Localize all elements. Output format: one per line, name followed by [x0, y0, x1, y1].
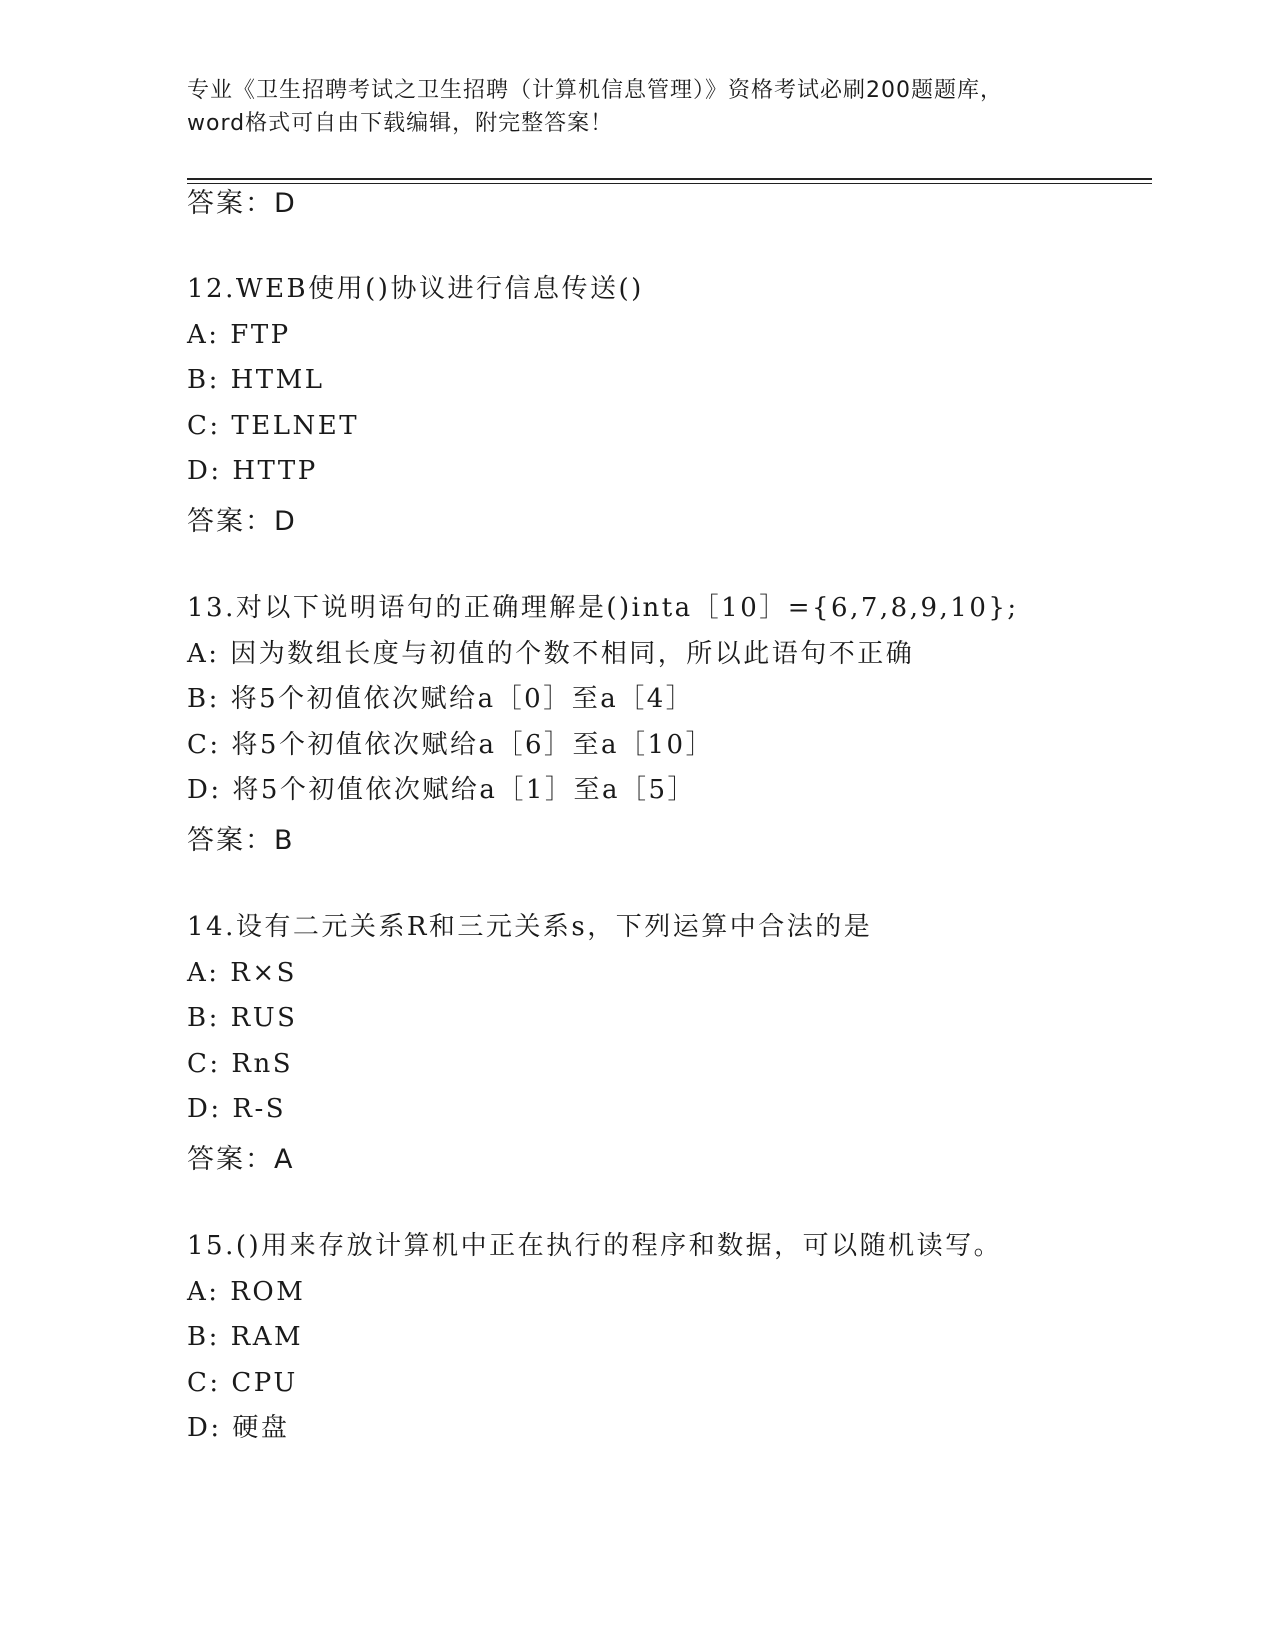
header-subtitle-line: word格式可自由下载编辑，附完整答案！	[187, 111, 614, 136]
question-text: 14.设有二元关系R和三元关系s，下列运算中合法的是	[187, 912, 873, 942]
option-a: A: ROM	[187, 1276, 306, 1307]
question-text: 15.()用来存放计算机中正在执行的程序和数据，可以随机读写。	[187, 1231, 1003, 1261]
option-a: A: FTP	[187, 319, 291, 350]
header-title-line: 专业《卫生招聘考试之卫生招聘（计算机信息管理）》资格考试必刷200题题库，	[187, 78, 1003, 103]
document-header	[187, 74, 1087, 140]
question-text: 12.WEB使用()协议进行信息传送()	[187, 274, 644, 304]
answer-label: 答案：	[187, 188, 274, 219]
option-c: C: 将5个初值依次赋给a［6］至a［10］	[187, 729, 715, 760]
question-text: 13.对以下说明语句的正确理解是()inta［10］={6,7,8,9,10};	[187, 593, 1019, 623]
option-c: C: CPU	[187, 1367, 298, 1398]
option-d: D: 硬盘	[187, 1413, 290, 1443]
answer-label: 答案：	[187, 1144, 274, 1175]
answer-12	[187, 505, 295, 539]
option-b: B: RAM	[187, 1322, 304, 1352]
option-a: A: 因为数组长度与初值的个数不相同，所以此语句不正确	[187, 638, 915, 669]
question-12	[187, 267, 644, 495]
answer-11	[187, 187, 295, 221]
option-b: B: RUS	[187, 1003, 298, 1033]
question-13	[187, 586, 1019, 814]
option-d: D: R-S	[187, 1094, 287, 1124]
option-b: B: HTML	[187, 365, 325, 395]
option-b: B: 将5个初值依次赋给a［0］至a［4］	[187, 684, 695, 714]
header-divider-thick	[187, 178, 1152, 180]
question-15	[187, 1224, 1002, 1452]
option-c: C: TELNET	[187, 410, 360, 441]
answer-value: B	[274, 825, 293, 856]
answer-value: A	[274, 1144, 293, 1175]
option-a: A: R×S	[187, 957, 297, 988]
option-d: D: 将5个初值依次赋给a［1］至a［5］	[187, 775, 696, 805]
question-14	[187, 905, 872, 1133]
option-c: C: RnS	[187, 1048, 294, 1079]
header-divider-thin	[187, 183, 1152, 184]
answer-value: D	[274, 188, 295, 219]
answer-14	[187, 1143, 292, 1177]
option-d: D: HTTP	[187, 456, 318, 486]
answer-label: 答案：	[187, 825, 274, 856]
answer-label: 答案：	[187, 506, 274, 537]
answer-value: D	[274, 506, 295, 537]
answer-13	[187, 824, 293, 858]
